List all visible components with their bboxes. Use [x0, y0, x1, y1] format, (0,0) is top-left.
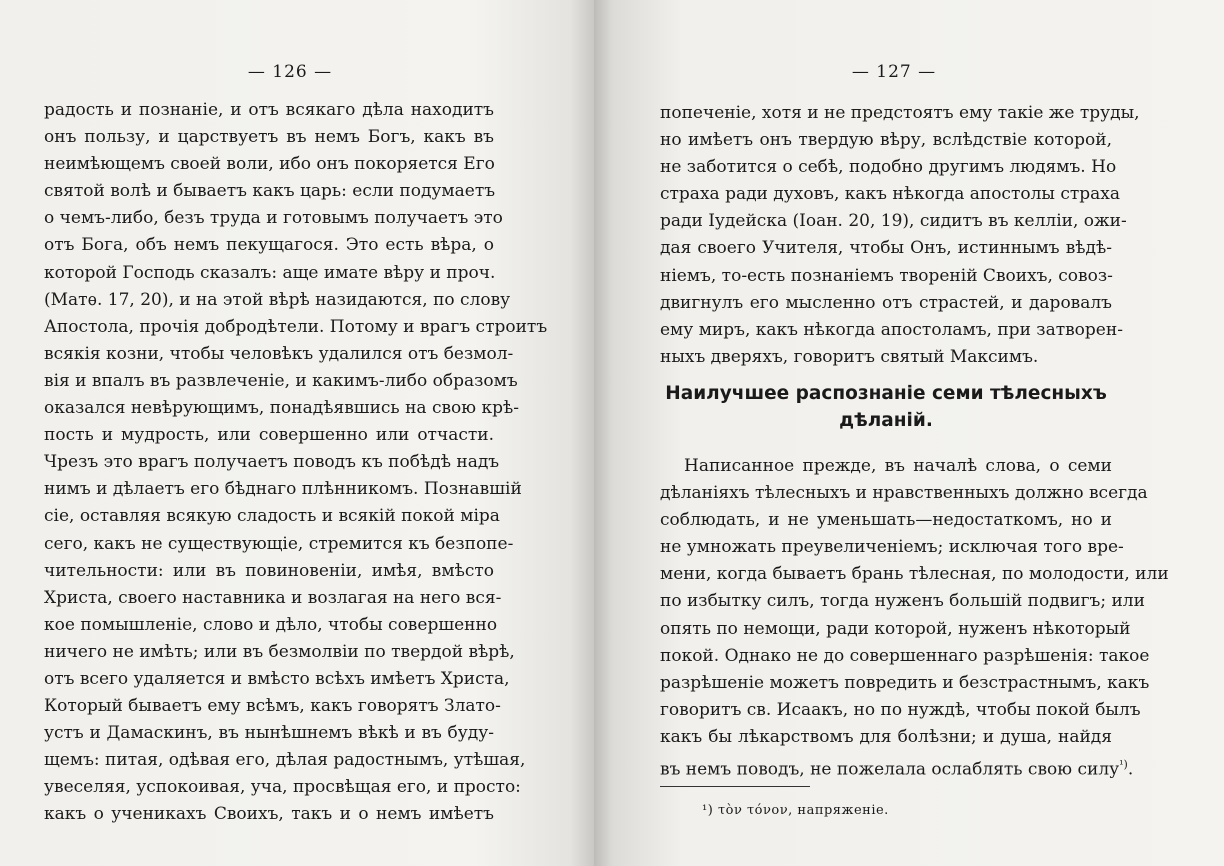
- section-heading: [660, 380, 1112, 434]
- text-line: щемъ: питая, одѣвая его, дѣлая радостнымъ, утѣшая,: [44, 750, 526, 771]
- section-heading-line: Наилучшее распознаніе семи тѣлесныхъ: [665, 383, 1107, 404]
- text-line-content: въ немъ поводъ, не пожелала ослаблять свою силу: [660, 759, 1120, 780]
- text-line: Христа, своего наставника и возлагая на него вся-: [44, 587, 502, 608]
- text-line: святой волѣ и бываетъ какъ царь: если подумаетъ: [44, 181, 496, 202]
- text-line: всякія козни, чтобы человѣкъ удалился отъ безмол-: [44, 343, 514, 364]
- text-line: ничего не имѣть; или въ безмолвіи по твердой вѣрѣ,: [44, 641, 515, 662]
- text-line: ныхъ дверяхъ, говоритъ святый Максимъ.: [660, 346, 1039, 367]
- text-line: разрѣшеніе можетъ повредить и безстрастнымъ, какъ: [660, 672, 1150, 693]
- text-line: соблюдать, и не уменьшать—недостаткомъ, но и: [660, 510, 1112, 531]
- text-line: не заботится о себѣ, подобно другимъ людямъ. Но: [660, 157, 1117, 178]
- text-line: о чемъ-либо, безъ труда и готовымъ получаетъ это: [44, 208, 503, 229]
- text-line: отъ всего удаляется и вмѣсто всѣхъ имѣетъ Христа,: [44, 668, 510, 689]
- text-line: говоритъ св. Исаакъ, но по нуждѣ, чтобы покой былъ: [660, 699, 1141, 720]
- text-line: ради Іудейска (Іоан. 20, 19), сидитъ въ келліи, ожи-: [660, 211, 1127, 232]
- left-page-text: [44, 97, 548, 829]
- text-line: Апостола, прочія добродѣтели. Потому и врагъ строитъ: [44, 316, 548, 337]
- text-line: увеселяя, успокоивая, уча, просвѣщая его, и просто:: [44, 777, 521, 798]
- text-line: мени, когда бываетъ брань тѣлесная, по молодости, или: [660, 564, 1169, 585]
- text-line: (Матѳ. 17, 20), и на этой вѣрѣ назидаются, по слову: [44, 289, 511, 310]
- text-line: вія и впалъ въ развлеченіе, и какимъ-либо образомъ: [44, 370, 518, 391]
- text-line: въ немъ поводъ, не пожелала ослаблять свою силу$^{^1)}$.: [660, 758, 1134, 780]
- text-line: кое помышленіе, слово и дѣло, чтобы совершенно: [44, 614, 498, 635]
- footnote-marker: ¹): [702, 803, 714, 818]
- footnote: [702, 803, 889, 818]
- text-line: ему миръ, какъ нѣкогда апостоламъ, при затворен-: [660, 319, 1123, 340]
- text-line: не умножать преувеличеніемъ; исключая того вре-: [660, 537, 1124, 558]
- text-line: какъ бы лѣкарствомъ для болѣзни; и душа, найдя: [660, 726, 1112, 747]
- page-number-left: — 126 —: [247, 62, 333, 82]
- text-line: но имѣетъ онъ твердую вѣру, вслѣдствіе которой,: [660, 130, 1112, 151]
- text-line: попеченіе, хотя и не предстоятъ ему такіе же труды,: [660, 103, 1140, 123]
- text-line: дая своего Учителя, чтобы Онъ, истиннымъ вѣдѣ-: [660, 238, 1112, 259]
- text-line: чительности: или въ повиновеніи, имѣя, вмѣсто: [44, 560, 494, 581]
- text-line: нимъ и дѣлаетъ его бѣднаго плѣнникомъ. Познавшій: [44, 479, 522, 500]
- text-line: Который бываетъ ему всѣмъ, какъ говорятъ Злато-: [44, 696, 501, 717]
- text-line: которой Господь сказалъ: аще имате вѣру и проч.: [44, 262, 496, 283]
- right-page-text-body: [660, 453, 1169, 780]
- text-line: неимѣющемъ своей воли, ибо онъ покоряется Его: [44, 154, 495, 175]
- text-line: Чрезъ это врагъ получаетъ поводъ къ побѣдѣ надъ: [44, 452, 500, 473]
- section-heading-line: дѣланій.: [839, 410, 933, 431]
- text-line: двигнулъ его мысленно отъ страстей, и даровалъ: [660, 292, 1112, 313]
- text-line: сего, какъ не существующіе, стремится къ безпопе-: [44, 533, 514, 554]
- text-line: сіе, оставляя всякую сладость и всякій покой міра: [44, 506, 500, 527]
- text-line: по избытку силъ, тогда нуженъ большій подвигъ; или: [660, 591, 1145, 612]
- right-page-text-top: [660, 100, 1140, 371]
- right-page: [594, 0, 1224, 866]
- text-line: ніемъ, то-есть познаніемъ твореній Своихъ, совоз-: [660, 265, 1113, 286]
- text-line: страха ради духовъ, какъ нѣкогда апостолы страха: [660, 184, 1120, 205]
- left-page: [0, 0, 594, 866]
- footnote-ref: ¹): [1119, 758, 1128, 772]
- text-line: опять по немощи, ради которой, нуженъ нѣкоторый: [660, 618, 1131, 639]
- text-line: дѣланіяхъ тѣлесныхъ и нравственныхъ должно всегда: [660, 483, 1148, 504]
- text-line: отъ Бога, объ немъ пекущагося. Это есть вѣра, о: [44, 235, 494, 256]
- text-line: оказался невѣрующимъ, понадѣявшись на свою крѣ-: [44, 398, 519, 419]
- text-line: пость и мудрость, или совершенно или отчасти.: [44, 425, 494, 446]
- text-line: Написанное прежде, въ началѣ слова, о семи: [684, 456, 1112, 476]
- footnote-divider: [660, 786, 810, 787]
- text-line: какъ о ученикахъ Своихъ, такъ и о немъ имѣетъ: [44, 804, 494, 825]
- footnote-text: τὸν τόνον, напряженіе.: [717, 803, 889, 818]
- page-number-right: — 127 —: [851, 62, 937, 82]
- text-line: радость и познаніе, и отъ всякаго дѣла находитъ: [44, 100, 494, 120]
- text-line: покой. Однако не до совершеннаго разрѣшенія: такое: [660, 645, 1150, 666]
- text-line: устъ и Дамаскинъ, въ нынѣшнемъ вѣкѣ и въ буду-: [44, 723, 494, 744]
- text-line: онъ пользу, и царствуетъ въ немъ Богъ, какъ въ: [44, 127, 494, 148]
